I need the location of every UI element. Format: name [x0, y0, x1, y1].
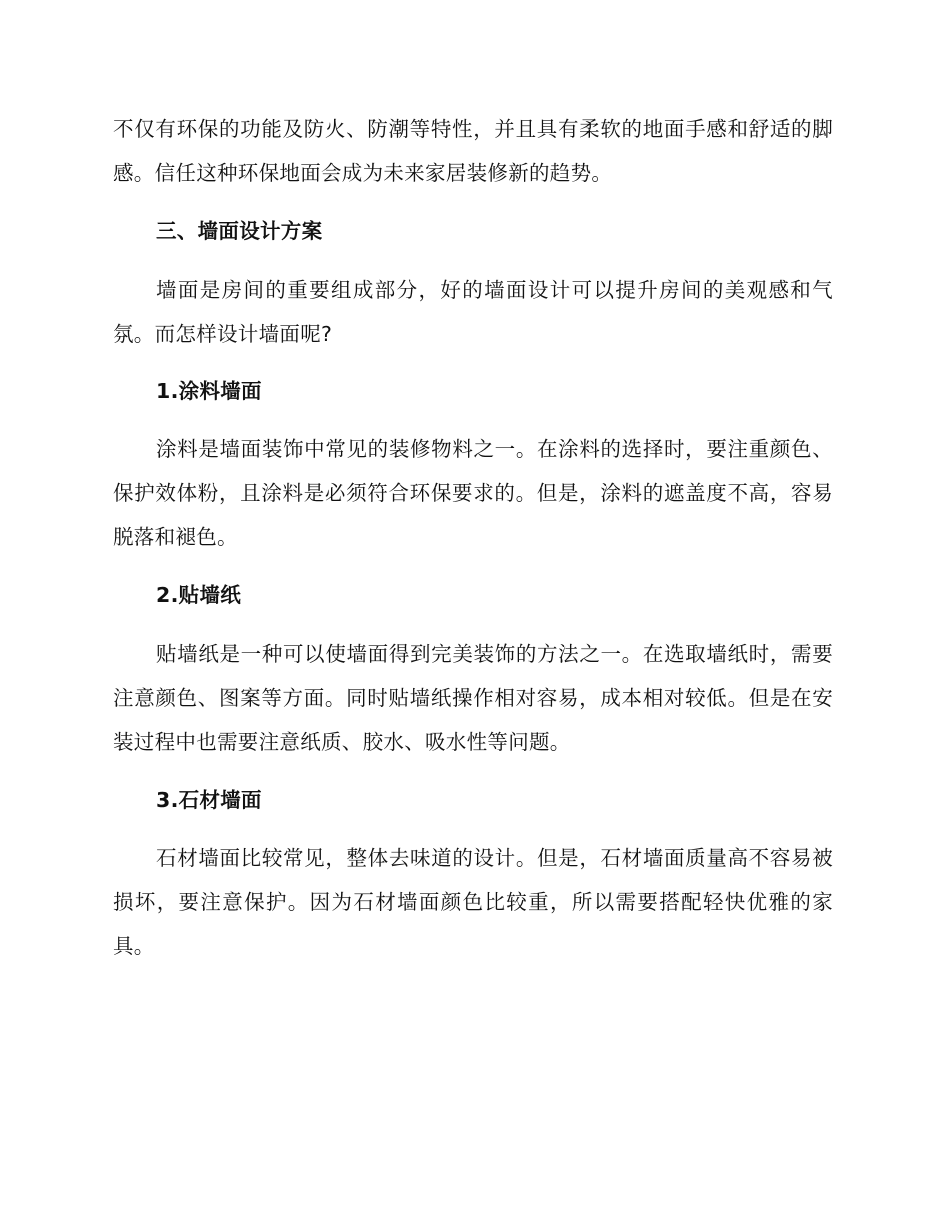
intro-paragraph: 不仅有环保的功能及防火、防潮等特性，并且具有柔软的地面手感和舒适的脚感。信任这种环保地面会成为未来家居装修新的趋势。 — [113, 117, 833, 185]
item-heading-stone: 3.石材墙面 — [156, 788, 262, 812]
item-heading-wallpaper: 2.贴墙纸 — [156, 583, 242, 607]
item-body-stone: 石材墙面比较常见，整体去味道的设计。但是，石材墙面质量高不容易被损坏，要注意保护。因为石材墙面颜色比较重，所以需要搭配轻快优雅的家具。 — [113, 846, 833, 958]
item-body-wallpaper: 贴墙纸是一种可以使墙面得到完美装饰的方法之一。在选取墙纸时，需要注意颜色、图案等方面。同时贴墙纸操作相对容易，成本相对较低。但是在安装过程中也需要注意纸质、胶水、吸水性等问题。 — [113, 642, 833, 754]
item-heading-coating: 1.涂料墙面 — [156, 379, 262, 403]
item-body-coating: 涂料是墙面装饰中常见的装修物料之一。在涂料的选择时，要注重颜色、保护效体粉，且涂料是必须符合环保要求的。但是，涂料的遮盖度不高，容易脱落和褪色。 — [113, 437, 833, 549]
section-intro-paragraph: 墙面是房间的重要组成部分，好的墙面设计可以提升房间的美观感和气氛。而怎样设计墙面呢? — [113, 278, 833, 346]
section-heading: 三、墙面设计方案 — [156, 219, 323, 243]
